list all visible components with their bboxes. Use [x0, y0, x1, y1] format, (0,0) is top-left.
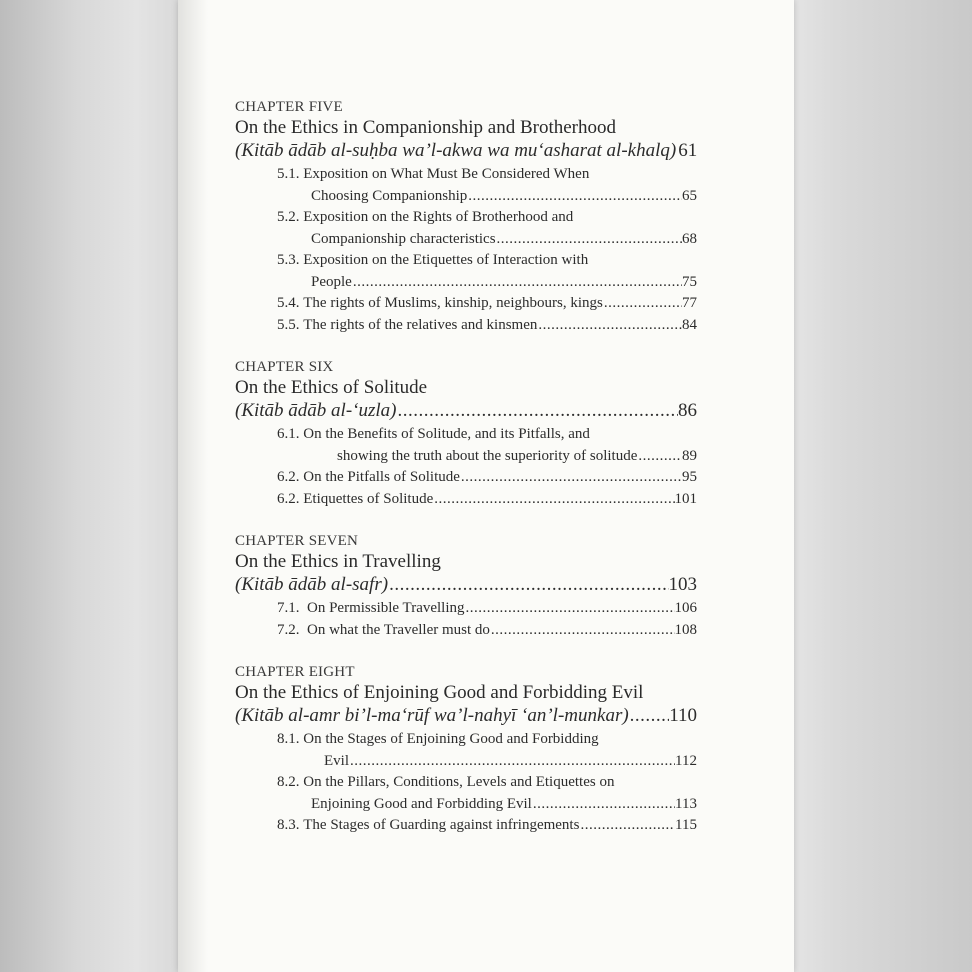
- section-title: The rights of Muslims, kinship, neighbours, kings: [303, 295, 603, 311]
- chapter-label: CHAPTER FIVE: [235, 99, 343, 115]
- section-number: 5.5.: [277, 316, 300, 333]
- section-title: On the Benefits of Solitude, and its Pitfalls, and: [303, 426, 590, 442]
- section-number: 5.2.: [277, 209, 300, 225]
- leader-dots: [352, 272, 682, 294]
- page-number: 106: [674, 600, 697, 616]
- section-entry[interactable]: [235, 489, 697, 511]
- chapter-entry[interactable]: [235, 398, 697, 424]
- section-title-cont: Choosing Companionship: [311, 187, 468, 204]
- section-number: 5.3.: [277, 252, 300, 268]
- section-number: 5.4.: [277, 295, 300, 311]
- page-number: 89: [682, 447, 697, 464]
- chapter-five: [235, 97, 697, 336]
- leader-dots: [537, 315, 682, 337]
- page-number: 110: [669, 705, 697, 726]
- chapter-label: CHAPTER EIGHT: [235, 664, 355, 680]
- page-number: 84: [682, 316, 697, 333]
- section-title: Exposition on What Must Be Considered When: [303, 166, 590, 182]
- section-title-cont: Companionship characteristics: [311, 230, 496, 247]
- page-number: 113: [675, 795, 697, 812]
- section-title: Exposition on the Rights of Brotherhood and: [303, 209, 574, 225]
- leader-dots: [460, 467, 682, 489]
- page-number: 68: [682, 230, 697, 247]
- section-entry[interactable]: [235, 598, 697, 620]
- chapter-label: CHAPTER SIX: [235, 359, 334, 375]
- chapter-title: On the Ethics of Enjoining Good and Forbidding Evil: [235, 682, 644, 703]
- section-title: On the Pillars, Conditions, Levels and Etiquettes on: [303, 774, 615, 790]
- page-number: 77: [682, 295, 697, 311]
- chapter-entry[interactable]: [235, 572, 697, 598]
- section-entry[interactable]: [235, 293, 697, 315]
- page-number: 115: [675, 817, 697, 833]
- section-title: On the Stages of Enjoining Good and Forbidding: [303, 731, 599, 747]
- page-number: 108: [674, 621, 697, 638]
- leader-dots: [603, 293, 682, 315]
- section-entry[interactable]: [235, 815, 697, 837]
- chapter-title: On the Ethics in Companionship and Brotherhood: [235, 117, 617, 138]
- section-entry[interactable]: [235, 620, 697, 642]
- page-number: 86: [678, 400, 697, 421]
- chapter-title: On the Ethics in Travelling: [235, 551, 441, 572]
- section-title: On Permissible Travelling: [307, 600, 465, 616]
- page-number: 75: [682, 273, 697, 290]
- section-entry[interactable]: [235, 467, 697, 489]
- section-title: On the Pitfalls of Solitude: [303, 469, 460, 485]
- section-entry[interactable]: [235, 315, 697, 337]
- section-title: The Stages of Guarding against infringements: [303, 817, 580, 833]
- table-of-contents: [235, 97, 697, 858]
- section-title: On what the Traveller must do: [307, 621, 490, 638]
- section-number: 8.1.: [277, 731, 300, 747]
- chapter-title: On the Ethics of Solitude: [235, 377, 428, 398]
- section-entry[interactable]: [235, 164, 697, 207]
- section-entry[interactable]: [235, 250, 697, 293]
- leader-dots: [349, 751, 675, 773]
- page-number: 103: [668, 574, 697, 595]
- page-number: 101: [674, 490, 697, 507]
- leader-dots: [397, 398, 679, 424]
- section-title: The rights of the relatives and kinsmen: [303, 316, 538, 333]
- leader-dots: [433, 489, 674, 511]
- page-number: 61: [678, 140, 697, 161]
- section-title: Etiquettes of Solitude: [303, 490, 434, 507]
- section-number: 7.1.: [277, 600, 300, 616]
- section-entry[interactable]: [235, 424, 697, 467]
- section-title-cont: Evil: [324, 752, 349, 769]
- chapter-arabic-title: (Kitāb al-amr bi’l-ma‘rūf wa’l-nahyī ‘an’l-munkar): [235, 705, 629, 726]
- chapter-label: CHAPTER SEVEN: [235, 533, 359, 549]
- leader-dots: [532, 794, 675, 816]
- section-number: 6.2.: [277, 469, 300, 485]
- section-number: 8.2.: [277, 774, 300, 790]
- section-title-cont: People: [311, 273, 352, 290]
- chapter-entry[interactable]: [235, 703, 697, 729]
- section-number: 6.2.: [277, 490, 300, 507]
- section-number: 5.1.: [277, 166, 300, 182]
- leader-dots: [629, 703, 670, 729]
- chapter-arabic-title: (Kitāb ādāb al-safr): [235, 574, 389, 595]
- chapter-seven: [235, 531, 697, 641]
- section-entry[interactable]: [235, 729, 697, 772]
- section-title-cont: Enjoining Good and Forbidding Evil: [311, 795, 532, 812]
- page-number: 65: [682, 187, 697, 204]
- leader-dots: [490, 620, 675, 642]
- chapter-entry[interactable]: [235, 138, 697, 164]
- section-title: Exposition on the Etiquettes of Interaction with: [303, 252, 589, 268]
- leader-dots: [637, 446, 682, 468]
- page-number: 95: [682, 469, 697, 485]
- section-entry[interactable]: [235, 772, 697, 815]
- leader-dots: [496, 229, 682, 251]
- chapter-six: [235, 357, 697, 510]
- leader-dots: [388, 572, 668, 598]
- leader-dots: [579, 815, 675, 837]
- section-title-cont: showing the truth about the superiority of solitude: [337, 447, 638, 464]
- section-number: 8.3.: [277, 817, 300, 833]
- section-entry[interactable]: [235, 207, 697, 250]
- chapter-arabic-title: (Kitāb ādāb al-‘uzla): [235, 400, 397, 421]
- page-number: 112: [675, 752, 697, 769]
- section-number: 7.2.: [277, 621, 300, 638]
- section-number: 6.1.: [277, 426, 300, 442]
- chapter-arabic-title: (Kitāb ādāb al-suḥba wa’l-akwa wa mu‘asharat al-khalq): [235, 140, 677, 161]
- chapter-eight: [235, 662, 697, 837]
- leader-dots: [467, 186, 682, 208]
- leader-dots: [465, 598, 675, 620]
